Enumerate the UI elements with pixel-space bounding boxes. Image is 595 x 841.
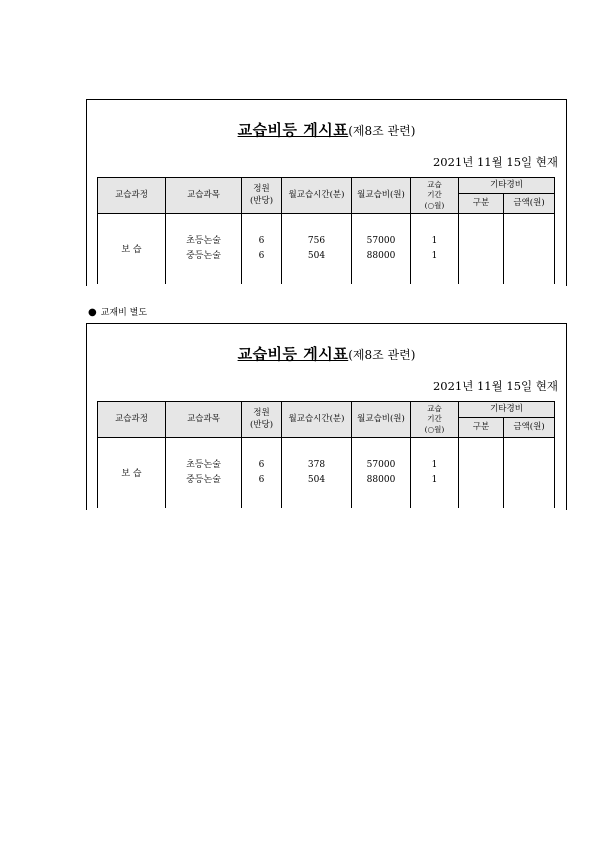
period-cell: 1 1 (411, 438, 459, 508)
fee-table (97, 177, 555, 284)
notice-title-sub: (제8조 관련) (348, 348, 416, 362)
notice-title-sub: (제8조 관련) (348, 124, 416, 138)
header-monthly-fee: 월교습비(원) (352, 402, 411, 438)
subject-cell: 초등논술 중등논술 (166, 438, 242, 508)
header-monthly-hours: 월교습시간(분) (282, 402, 352, 438)
subject-cell: 초등논술 중등논술 (166, 214, 242, 284)
fee-notice-box-1 (86, 99, 567, 286)
notice-title (87, 343, 566, 364)
notice-title-main: 교습비등 게시표 (237, 121, 349, 139)
notice-title-main: 교습비등 게시표 (237, 345, 349, 363)
header-capacity: 정원 (반당) (242, 402, 282, 438)
other-type-cell (459, 214, 504, 284)
other-amount-cell (504, 438, 555, 508)
other-type-cell (459, 438, 504, 508)
table-row (98, 214, 555, 284)
header-other-amount: 금액(원) (504, 418, 555, 438)
header-course: 교습과정 (98, 178, 166, 214)
header-other-type: 구분 (459, 194, 504, 214)
notice-title (87, 119, 566, 140)
header-subject: 교습과목 (166, 402, 242, 438)
course-cell: 보 습 (98, 438, 166, 508)
note-text: 교재비 별도 (100, 308, 148, 318)
header-monthly-hours: 월교습시간(분) (282, 178, 352, 214)
fee-cell: 57000 88000 (352, 214, 411, 284)
course-cell: 보 습 (98, 214, 166, 284)
hours-cell: 756 504 (282, 214, 352, 284)
header-period: 교습 기간 (○월) (411, 178, 459, 214)
capacity-cell: 6 6 (242, 214, 282, 284)
header-monthly-fee: 월교습비(원) (352, 178, 411, 214)
header-other-expenses: 기타경비 (459, 402, 555, 418)
fee-table (97, 401, 555, 508)
capacity-cell: 6 6 (242, 438, 282, 508)
textbook-fee-note (88, 305, 147, 318)
header-subject: 교습과목 (166, 178, 242, 214)
header-other-type: 구분 (459, 418, 504, 438)
other-amount-cell (504, 214, 555, 284)
hours-cell: 378 504 (282, 438, 352, 508)
fee-cell: 57000 88000 (352, 438, 411, 508)
header-capacity: 정원 (반당) (242, 178, 282, 214)
bullet-icon: ● (88, 307, 97, 318)
table-row (98, 438, 555, 508)
header-other-amount: 금액(원) (504, 194, 555, 214)
fee-notice-box-2 (86, 323, 567, 510)
header-period: 교습 기간 (○월) (411, 402, 459, 438)
notice-date: 2021년 11월 15일 현재 (432, 155, 558, 169)
notice-date: 2021년 11월 15일 현재 (432, 379, 558, 393)
header-course: 교습과정 (98, 402, 166, 438)
header-other-expenses: 기타경비 (459, 178, 555, 194)
period-cell: 1 1 (411, 214, 459, 284)
